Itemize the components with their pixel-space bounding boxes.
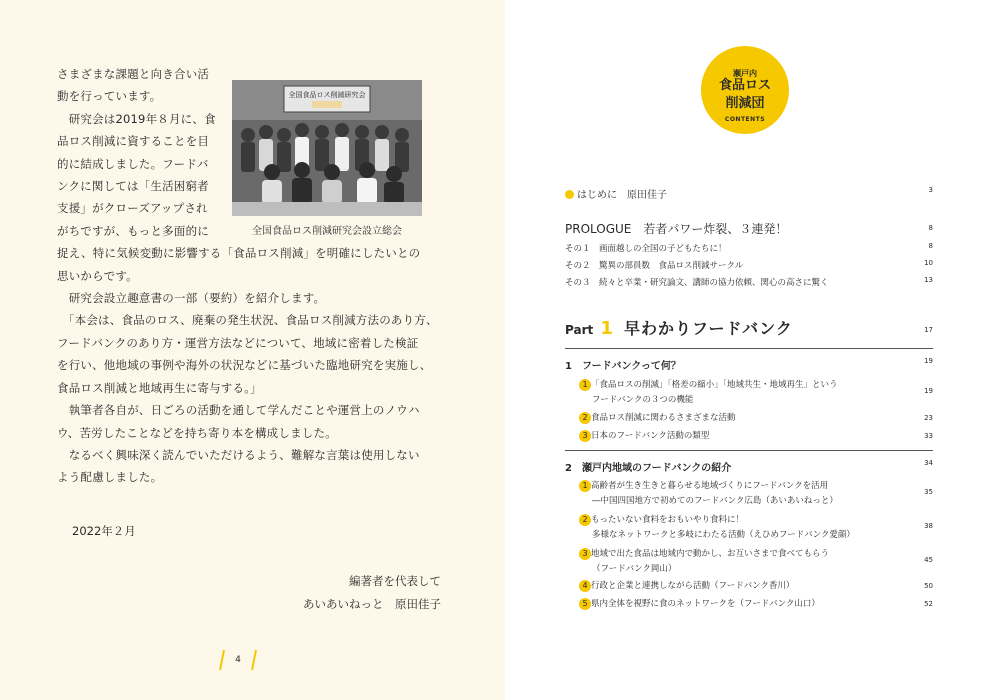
body-line: 支援」がクローズアップされ	[57, 201, 208, 216]
toc-page-number: 35	[924, 488, 933, 496]
group-photo	[232, 80, 422, 216]
body-line: 的に結成しました。フードバ	[57, 156, 209, 171]
toc-item-label: その２ 驚異の部員数 食品ロス削減サークル	[565, 261, 744, 271]
toc-page-number: 45	[924, 556, 933, 564]
toc-item-line2: 多様なネットワークと多岐にわたる活動（えひめフードバンク愛顔）	[592, 530, 855, 540]
toc-prologue[interactable]	[565, 220, 933, 236]
toc-part1[interactable]	[565, 316, 933, 344]
toc-item-line2: （フードバンク岡山）	[592, 564, 677, 574]
bullet-dot-icon	[565, 190, 574, 199]
toc-page-number: 17	[924, 326, 933, 334]
item-number-icon: 2	[579, 514, 591, 526]
part-label: Part	[565, 323, 594, 337]
page-number-label: 4	[235, 655, 241, 665]
group-photo-image	[232, 80, 422, 216]
toc-item-line1: 日本のフードバンク活動の類型	[591, 431, 710, 441]
toc-section1[interactable]	[565, 357, 933, 371]
body-line: 研究会設立趣意書の一部（要約）を紹介します。	[57, 291, 326, 306]
body-line: さまざまな課題と向き合い活	[57, 67, 210, 81]
toc-item[interactable]	[565, 411, 933, 425]
toc-intro[interactable]	[565, 186, 933, 200]
toc-item-line1: 食品ロス削減に関わるさまざまな活動	[591, 413, 736, 423]
toc-prologue-item[interactable]	[565, 276, 933, 288]
toc-page-number: 50	[924, 582, 933, 590]
item-number-icon: 3	[579, 548, 591, 560]
toc-item-label: その１ 画面越しの全国の子どもたちに！	[565, 244, 727, 254]
toc-page-number: 19	[924, 357, 933, 365]
toc-prologue-item[interactable]	[565, 242, 933, 254]
toc-item-line1: 「食品ロスの削減」「格差の縮小」「地域共生・地域再生」という	[591, 380, 838, 390]
date: 2022年２月	[72, 524, 136, 538]
item-number-icon: 4	[579, 580, 591, 592]
body-line: 品ロス削減に資することを目	[57, 134, 210, 149]
toc-page-number: 38	[924, 522, 933, 530]
toc-prologue-item[interactable]	[565, 259, 933, 271]
toc-page-number: 13	[924, 276, 933, 284]
toc-item[interactable]	[565, 378, 933, 408]
signature-line2: あいあいねっと 原田佳子	[303, 597, 441, 611]
toc-page-number: 19	[924, 387, 933, 395]
toc-prologue-label: PROLOGUE 若者パワー炸裂、３連発！	[565, 222, 788, 236]
toc-item-label: その３ 続々と卒業・研究論文、講師の協力依頼、関心の高さに驚く	[565, 278, 829, 288]
toc-page-number: 52	[924, 600, 933, 608]
badge-line3: 削減団	[725, 96, 765, 111]
body-line: なるべく興味深く読んでいただけるよう、難解な言葉は使用しない	[57, 447, 420, 462]
item-number-icon: 1	[579, 480, 591, 492]
banner-text: 全国食品ロス削減研究会	[288, 91, 366, 99]
body-line: 執筆者各自が、日ごろの活動を通して学んだことや運営上のノウハ	[57, 403, 420, 418]
body-line: がちですが、もっと多面的に	[57, 223, 209, 238]
toc-item[interactable]	[565, 547, 933, 577]
toc-item-line1: 行政と企業と連携しながら活動（フードバンク香川）	[591, 581, 795, 591]
badge-line4: CONTENTS	[724, 116, 766, 123]
body-line: 動を行っています。	[57, 89, 162, 104]
toc-page-number: 8	[928, 224, 933, 232]
badge-line2: 食品ロス	[718, 78, 771, 93]
divider	[565, 450, 933, 451]
toc-intro-label: はじめに 原田佳子	[577, 190, 667, 201]
item-number-icon: 5	[579, 598, 591, 610]
page-number	[212, 648, 264, 672]
body-line: 食品ロス削減と地域再生に寄与する。」	[57, 380, 262, 395]
body-line: を行い、他地域の事例や海外の状況などに基づいた臨地研究を実施し、	[57, 358, 432, 373]
body-line: 捉え、特に気候変動に影響する「食品ロス削減」を明確にしたいとの	[57, 246, 421, 261]
part-title: 早わかりフードバンク	[623, 319, 793, 338]
toc-item-line2: フードバンクの３つの機能	[592, 395, 694, 405]
toc-item-line1: 高齢者が生き生きと暮らせる地域づくりにフードバンクを活用	[591, 481, 829, 491]
body-line: 思いからです。	[57, 268, 138, 283]
signature-line1: 編著者を代表して	[349, 574, 441, 588]
section-title: 瀬戸内地域のフードバンクの紹介	[581, 463, 732, 474]
toc-item[interactable]	[565, 429, 933, 443]
divider	[565, 348, 933, 349]
toc-item[interactable]	[565, 479, 933, 509]
body-line: ウ、苦労したことなどを持ち寄り本を構成しました。	[57, 425, 337, 440]
toc-section2[interactable]	[565, 459, 933, 473]
section-title: フードバンクって何？	[581, 361, 681, 372]
body-line: 「本会は、食品のロス、廃棄の発生状況、食品ロス削減方法のあり方、	[57, 313, 438, 328]
toc-page-number: 3	[928, 186, 933, 194]
section-number: 1	[565, 361, 572, 372]
title-badge	[701, 46, 789, 134]
toc-item-line1: 県内全体を視野に食のネットワークを（フードバンク山口）	[591, 599, 820, 609]
photo-caption: 全国食品ロス削減研究会設立総会	[252, 226, 402, 237]
toc-item-line1: もったいない食料をおもいやり食料に！	[591, 515, 745, 525]
item-number-icon: 3	[579, 430, 591, 442]
body-line: よう配慮しました。	[57, 470, 163, 485]
toc-page-number: 23	[924, 414, 933, 422]
body-line: 研究会は2019年８月に、食	[57, 111, 216, 126]
badge-line1: 瀬戸内	[733, 69, 757, 78]
toc-page-number: 8	[928, 242, 933, 250]
section-number: 2	[565, 463, 572, 474]
toc-item[interactable]	[565, 579, 933, 593]
toc-page-number: 33	[924, 432, 933, 440]
toc-item[interactable]	[565, 597, 933, 611]
toc-item[interactable]	[565, 513, 933, 543]
toc-page-number: 10	[924, 259, 933, 267]
part-number: 1	[600, 318, 613, 339]
toc-item-line1: 地域で出た食品は地域内で動かし、お互いさまで食べてもらう	[591, 549, 830, 559]
right-page	[505, 0, 987, 700]
body-line: ンクに関しては「生活困窮者	[57, 179, 209, 194]
item-number-icon: 2	[579, 412, 591, 424]
body-line: フードバンクのあり方・運営方法などについて、地域に密着した検証	[57, 335, 419, 350]
toc-page-number: 34	[924, 459, 933, 467]
toc-item-line2: ―中国四国地方で初めてのフードバンク広島（あいあいねっと）	[592, 496, 838, 506]
item-number-icon: 1	[579, 379, 591, 391]
